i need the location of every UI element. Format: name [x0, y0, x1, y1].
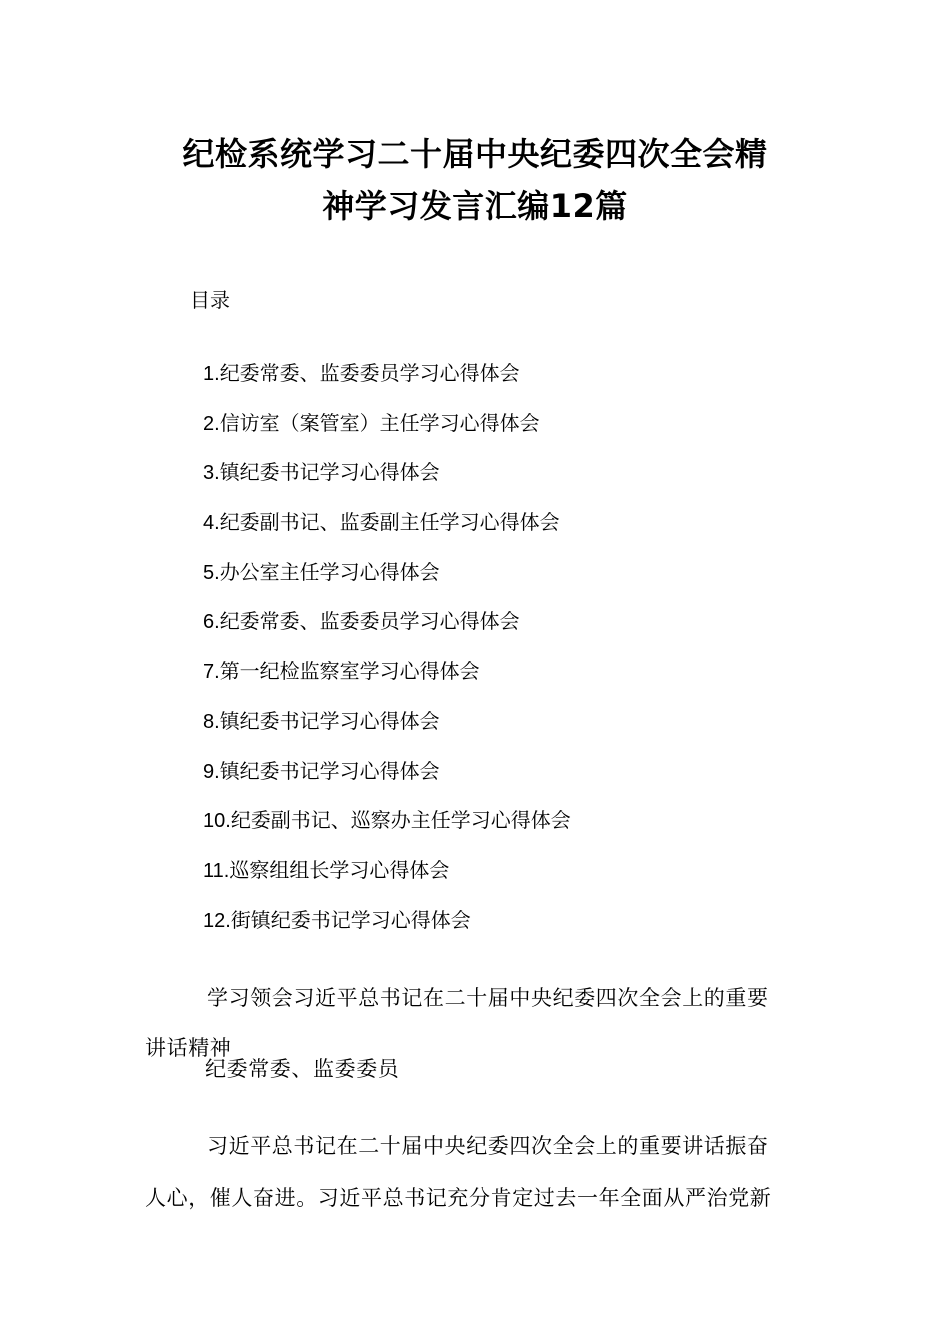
- toc-item-number: 5.: [203, 561, 220, 584]
- toc-item-text: 街镇纪委书记学习心得体会: [230, 907, 471, 932]
- paragraph-line: 学习领会习近平总书记在二十届中央纪委四次全会上的重要: [207, 986, 769, 1010]
- toc-item: [203, 656, 571, 706]
- toc-heading: 目录: [190, 288, 230, 312]
- title-line-2: 神学习发言汇编12篇: [322, 187, 628, 225]
- toc-item: [203, 805, 571, 855]
- toc-item-number: 2.: [203, 412, 220, 435]
- toc-item-text: 纪委副书记、监委副主任学习心得体会: [219, 510, 560, 535]
- toc-item: [203, 706, 571, 756]
- toc-item-text: 镇纪委书记学习心得体会: [219, 758, 440, 783]
- toc-item-number: 3.: [203, 462, 220, 485]
- toc-item: [203, 457, 571, 507]
- toc-item-text: 第一纪检监察室学习心得体会: [219, 659, 480, 684]
- toc-item-number: 9.: [203, 760, 220, 783]
- toc-item-number: 4.: [203, 512, 220, 535]
- section-heading-paragraph: [145, 983, 810, 1063]
- toc-item-number: 6.: [203, 611, 220, 634]
- toc-item: [203, 557, 571, 607]
- paragraph-line: 人心，催人奋进。习近平总书记充分肯定过去一年全面从严治党新: [145, 1186, 772, 1210]
- title-line-1: 纪检系统学习二十届中央纪委四次全会精: [182, 135, 768, 173]
- toc-item-number: 11.: [203, 859, 230, 882]
- toc-item-number: 10.: [203, 810, 231, 833]
- toc-item-number: 7.: [203, 661, 220, 684]
- toc-item-number: 1.: [203, 363, 220, 385]
- body-paragraph: [145, 1131, 810, 1213]
- document-title: [120, 128, 830, 232]
- toc-item: [203, 358, 571, 408]
- toc-item-text: 纪委常委、监委委员学习心得体会: [219, 609, 520, 634]
- toc-item: [203, 408, 571, 458]
- toc-item-text: 纪委常委、监委委员学习心得体会: [219, 361, 520, 385]
- toc-item-number: 12.: [203, 909, 231, 932]
- toc-item-number: 8.: [203, 710, 220, 733]
- toc-item-text: 纪委副书记、巡察办主任学习心得体会: [230, 808, 571, 833]
- toc-item: [203, 606, 571, 656]
- paragraph-line: 习近平总书记在二十届中央纪委四次全会上的重要讲话振奋: [207, 1134, 769, 1158]
- toc-item-text: 巡察组组长学习心得体会: [229, 857, 450, 882]
- toc-item: [203, 756, 571, 806]
- toc-item-text: 镇纪委书记学习心得体会: [219, 708, 440, 733]
- paragraph-line: 讲话精神: [145, 1036, 232, 1060]
- author-line: 纪委常委、监委委员: [205, 1057, 400, 1081]
- toc-item: [203, 855, 571, 905]
- toc-item: [203, 905, 571, 955]
- toc-item-text: 镇纪委书记学习心得体会: [219, 460, 440, 485]
- toc-item-text: 办公室主任学习心得体会: [219, 559, 440, 584]
- toc-item-text: 信访室（案管室）主任学习心得体会: [219, 410, 540, 435]
- toc-item: [203, 507, 571, 557]
- table-of-contents: [203, 358, 571, 954]
